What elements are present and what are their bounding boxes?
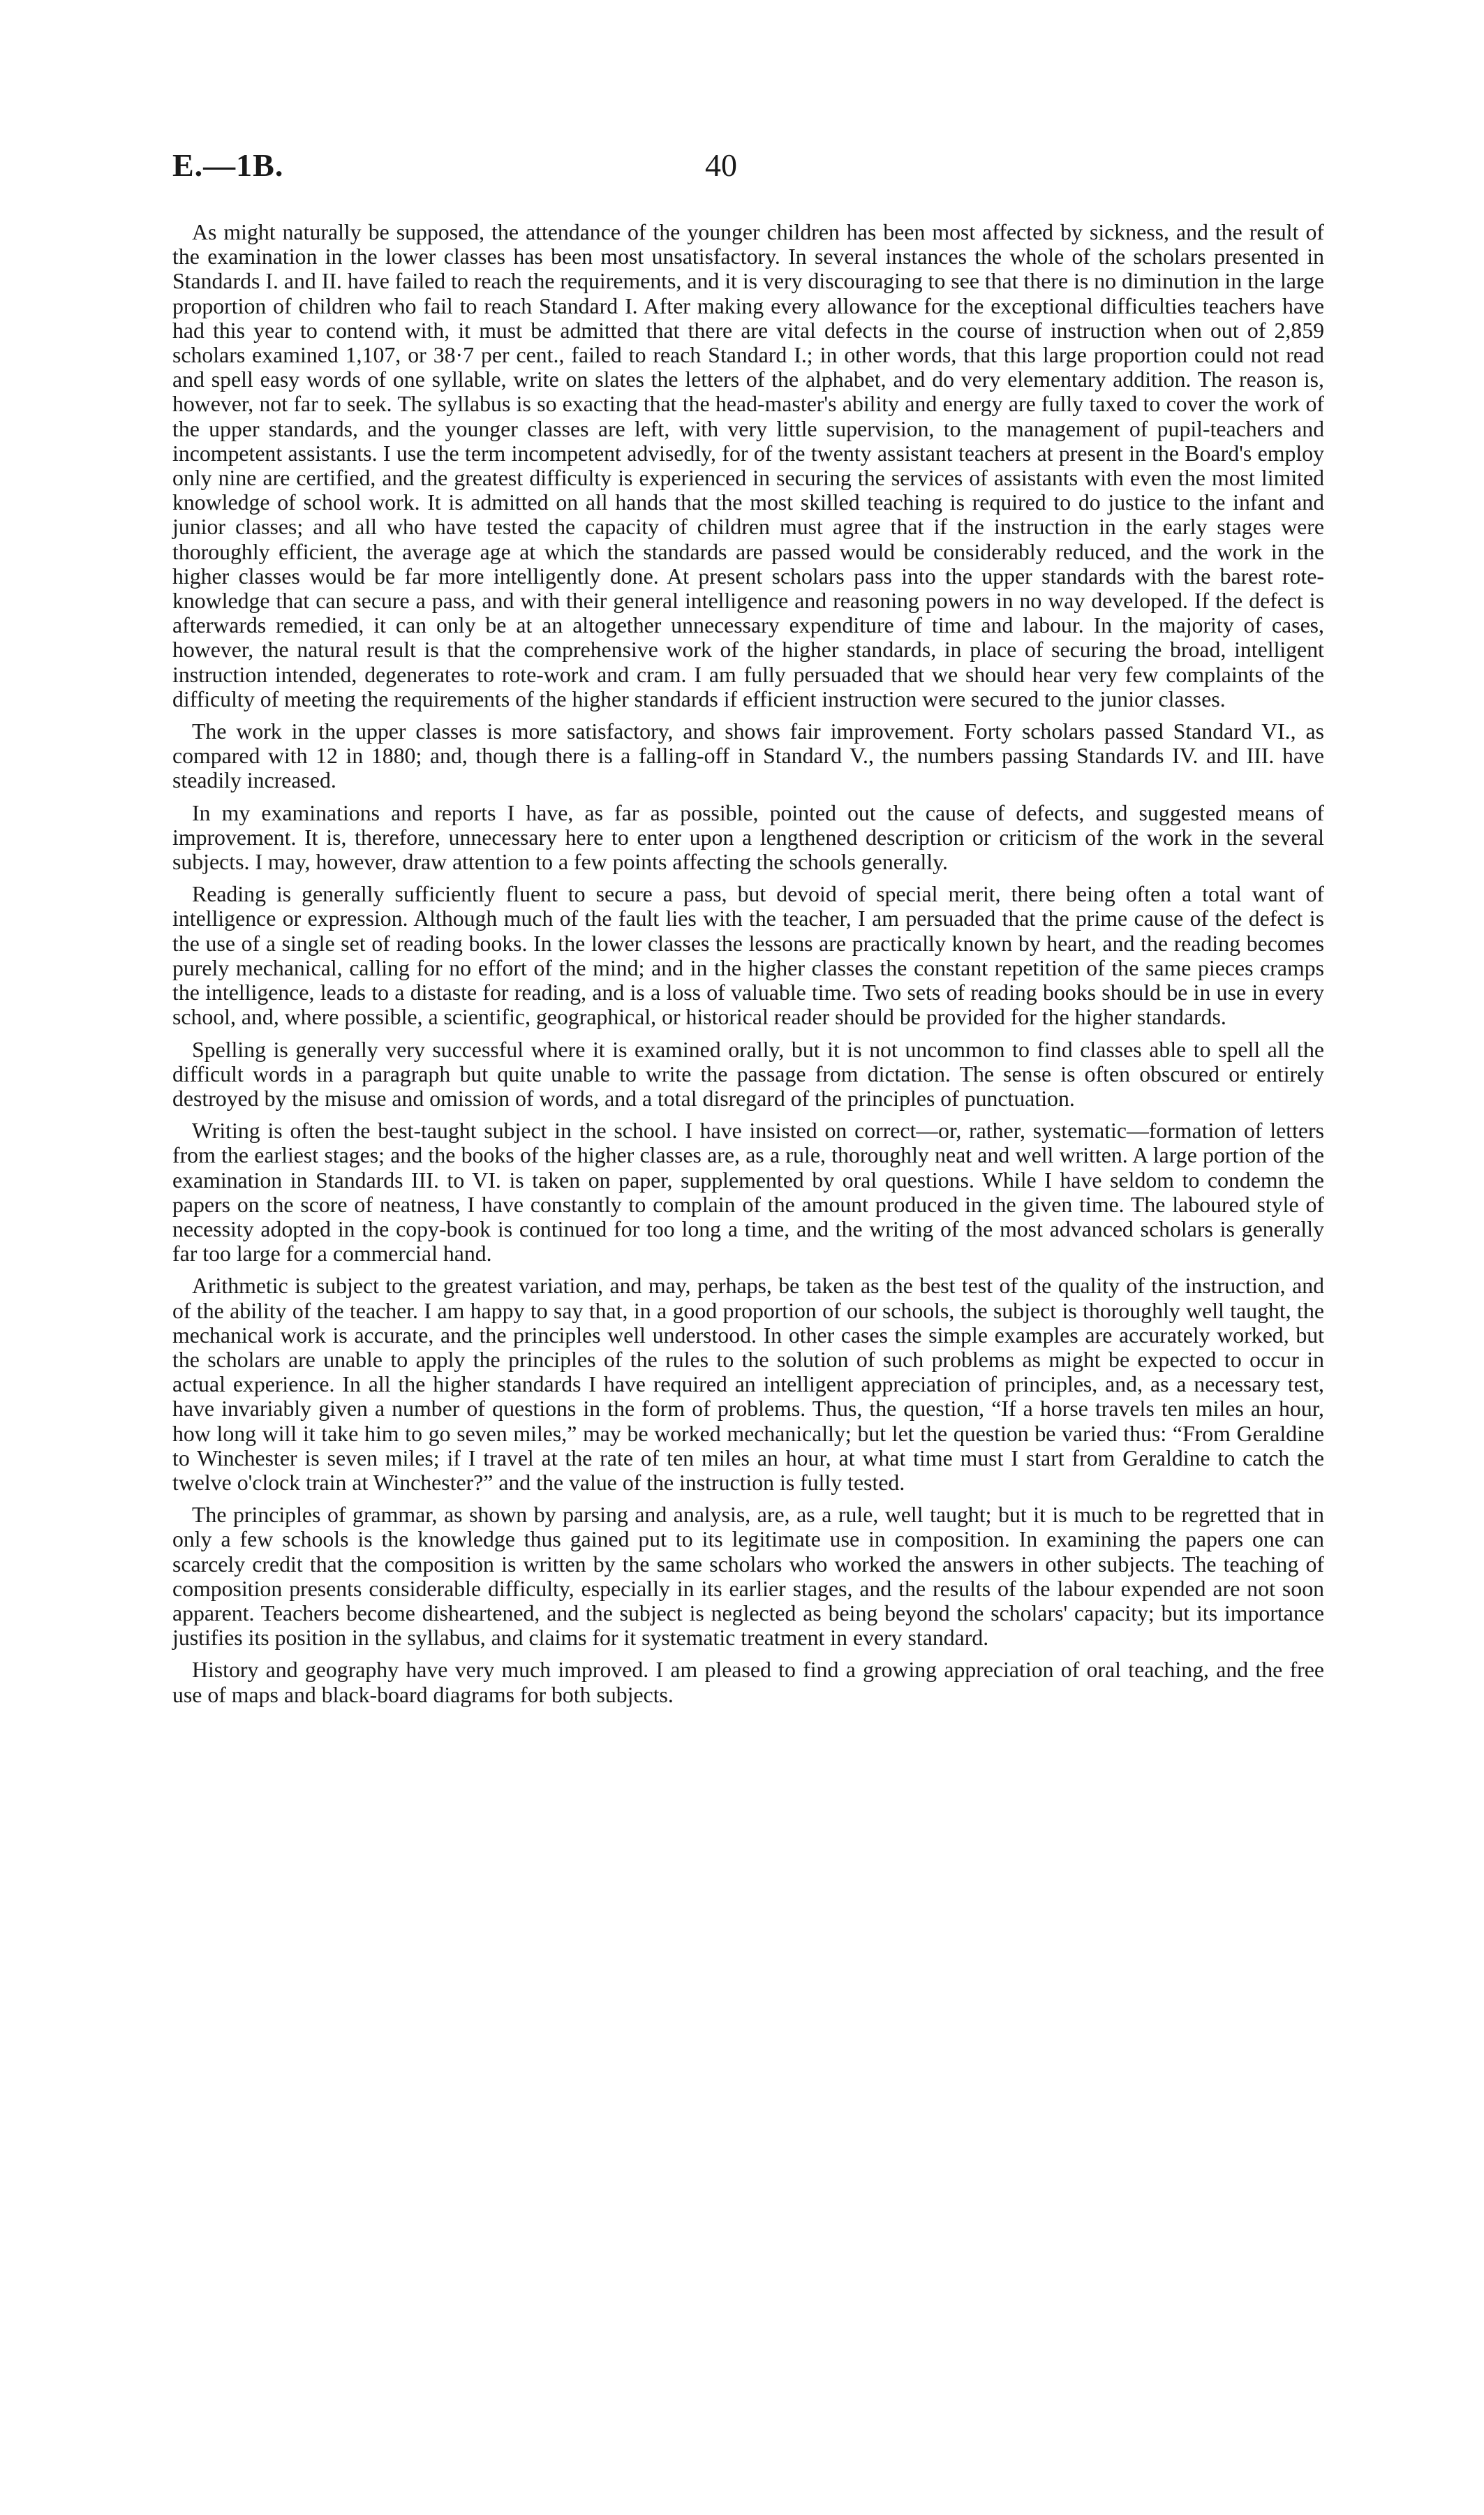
paragraph-reading: Reading is generally sufficiently fluent to secure a pass, but devoid of special merit, there being often a total want of intelligence or expression. Although much of the fault lies with the teacher, I am persuaded that the prime cause of the defect is the use of a single set of reading books. In the lower classes the lessons are practically known by heart, and the reading becomes purely mechanical, calling for no effort of the mind; and in the higher classes the constant repetition of the same pieces cramps the intelligence, leads to a distaste for reading, and is a loss of valuable time. Two sets of reading books should be in use in every school, and, where possible, a scientific, geographical, or historical reader should be provided for the higher standards. <box>172 882 1324 1030</box>
document-reference: E.—1B. <box>172 147 284 183</box>
paragraph-examinations: In my examinations and reports I have, as far as possible, pointed out the cause of defects, and suggested means of improvement. It is, therefore, unnecessary here to enter upon a lengthened description or criticism of the work in the several subjects. I may, however, draw attention to a few points affecting the schools generally. <box>172 800 1324 875</box>
paragraph-lower-classes: As might naturally be supposed, the attendance of the younger children has been most affected by sickness, and the result of the examination in the lower classes has been most unsatisfactory. In several instances the whole of the scholars presented in Standards I. and II. have failed to reach the requirements, and it is very discouraging to see that there is no diminution in the large proportion of children who fail to reach Standard I. After making every allowance for the exceptional difficulties teachers have had this year to contend with, it must be admitted that there are vital defects in the course of instruction when out of 2,859 scholars examined 1,107, or 38·7 per cent., failed to reach Standard I.; in other words, that this large proportion could not read and spell easy words of one syllable, write on slates the letters of the alphabet, and do very elementary addition. The reason is, however, not far to seek. The syllabus is so exacting that the head-master's ability and energy are fully taxed to cover the work of the upper standards, and the younger classes are left, with very little supervision, to the management of pupil-teachers and incompetent assistants. I use the term incompetent advisedly, for of the twenty assistant teachers at present in the Board's employ only nine are certified, and the greatest difficulty is experienced in securing the services of assistants with even the most limited knowledge of school work. It is admitted on all hands that the most skilled teaching is required to do justice to the infant and junior classes; and all who have tested the capacity of children must agree that if the instruction in the early stages were thoroughly efficient, the average age at which the standards are passed would be considerably reduced, and the work in the higher classes would be far more intelligently done. At present scholars pass into the upper standards with the barest rote-knowledge that can secure a pass, and with their general intelligence and reasoning powers in no way developed. If the defect is afterwards remedied, it can only be at an altogether unnecessary expenditure of time and labour. In the majority of cases, however, the natural result is that the comprehensive work of the higher standards, in place of securing the broad, intelligent instruction intended, degenerates to rote-work and cram. I am fully persuaded that we should hear very few complaints of the difficulty of meeting the requirements of the higher standards if efficient instruction were secured to the junior classes. <box>172 220 1324 711</box>
page-header <box>172 147 1324 196</box>
page-number: 40 <box>705 147 737 183</box>
paragraph-arithmetic: Arithmetic is subject to the greatest variation, and may, perhaps, be taken as the best test of the quality of the instruction, and of the ability of the teacher. I am happy to say that, in a good proportion of our schools, the subject is thoroughly well taught, the mechanical work is accurate, and the principles well understood. In other cases the simple examples are accurately worked, but the scholars are unable to apply the principles of the rules to the solution of such problems as might be expected to occur in actual experience. In all the higher standards I have required an intelligent appreciation of principles, and, as a necessary test, have invariably given a number of questions in the form of problems. Thus, the question, “If a horse travels ten miles an hour, how long will it take him to go seven miles,” may be worked mechanically; but let the question be varied thus: “From Geraldine to Winchester is seven miles; if I travel at the rate of ten miles an hour, at what time must I start from Geraldine to catch the twelve o'clock train at Winchester?” and the value of the instruction is fully tested. <box>172 1274 1324 1495</box>
paragraph-history-geography: History and geography have very much improved. I am pleased to find a growing appreciation of oral teaching, and the free use of maps and black-board diagrams for both subjects. <box>172 1658 1324 1707</box>
paragraph-upper-classes: The work in the upper classes is more satisfactory, and shows fair improvement. Forty scholars passed Standard VI., as compared with 12 in 1880; and, though there is a falling-off in Standard V., the numbers passing Standards IV. and III. have steadily increased. <box>172 719 1324 793</box>
report-body <box>172 220 1324 1707</box>
paragraph-spelling: Spelling is generally very successful where it is examined orally, but it is not uncommon to find classes able to spell all the difficult words in a paragraph but quite unable to write the passage from dictation. The sense is often obscured or entirely destroyed by the misuse and omission of words, and a total disregard of the principles of punctuation. <box>172 1037 1324 1111</box>
paragraph-writing: Writing is often the best-taught subject in the school. I have insisted on correct—or, rather, systematic—formation of letters from the earliest stages; and the books of the higher classes are, as a rule, thoroughly neat and well written. A large portion of the examination in Standards III. to VI. is taken on paper, supplemented by oral questions. While I have seldom to condemn the papers on the score of neatness, I have constantly to complain of the amount produced in the given time. The laboured style of necessity adopted in the copy-book is continued for too long a time, and the writing of the most advanced scholars is generally far too large for a commercial hand. <box>172 1119 1324 1267</box>
paragraph-grammar: The principles of grammar, as shown by parsing and analysis, are, as a rule, well taught; but it is much to be regretted that in only a few schools is the knowledge thus gained put to its legitimate use in composition. In examining the papers one can scarcely credit that the composition is written by the same scholars who worked the answers in other subjects. The teaching of composition presents considerable difficulty, especially in its earlier stages, and the results of the labour expended are not soon apparent. Teachers become disheartened, and the subject is neglected as being beyond the scholars' capacity; but its importance justifies its position in the syllabus, and claims for it systematic treatment in every standard. <box>172 1503 1324 1651</box>
